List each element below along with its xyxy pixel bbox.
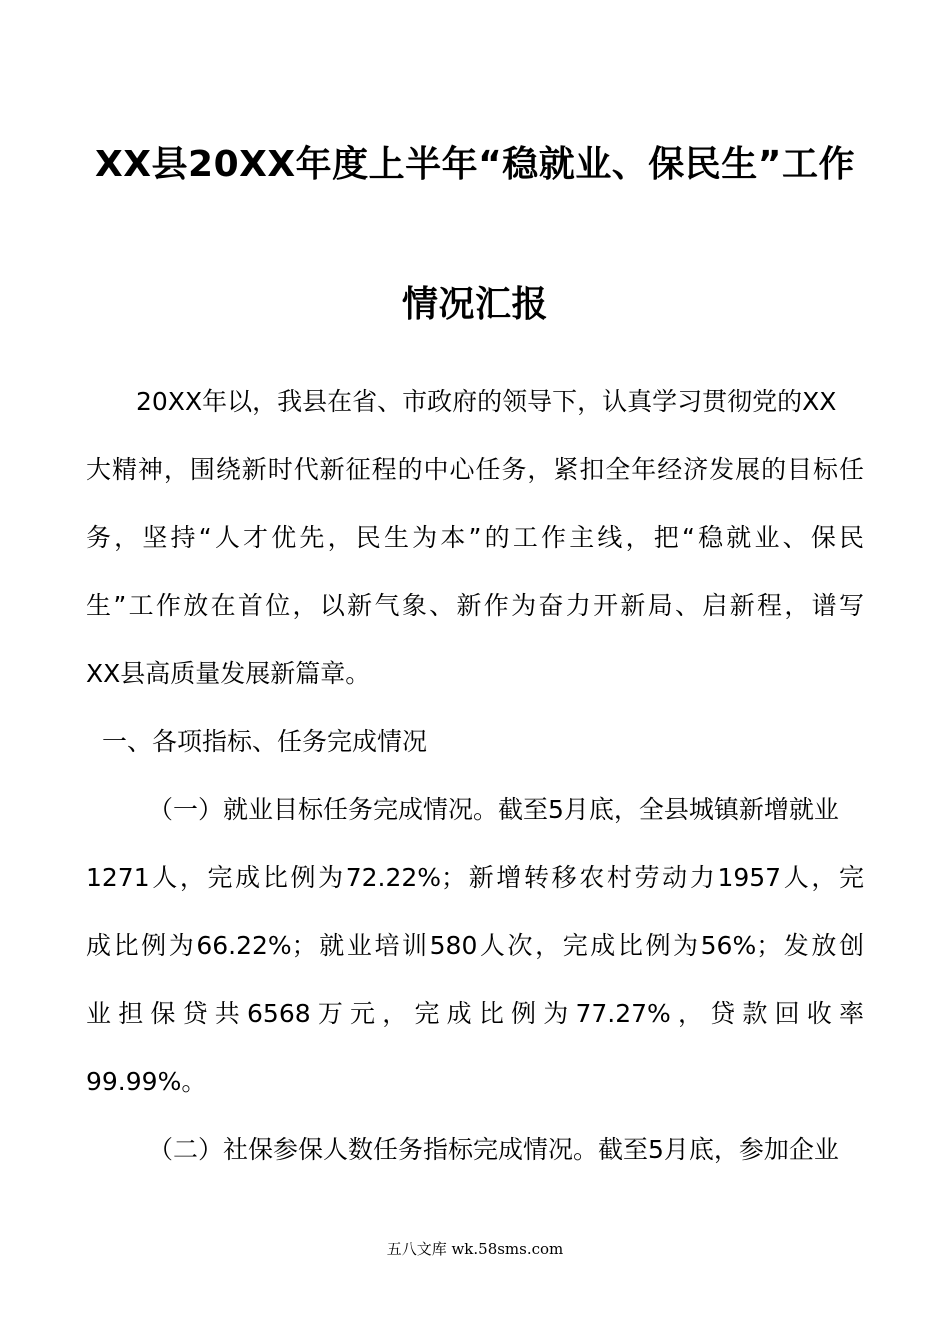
- paragraph-line: 20XX年以，我县在省、市政府的领导下，认真学习贯彻党的XX: [136, 387, 837, 416]
- paragraph-line: 1271人，完成比例为72.22%；新增转移农村劳动力1957人，完: [86, 863, 864, 892]
- paragraph-line: 大精神，围绕新时代新征程的中心任务，紧扣全年经济发展的目标任: [86, 455, 864, 484]
- paragraph-line: 务，坚持“人才优先，民生为本”的工作主线，把“稳就业、保民: [86, 523, 864, 552]
- paragraph-line: XX县高质量发展新篇章。: [86, 659, 371, 688]
- paragraph-line: （二）社保参保人数任务指标完成情况。截至5月底，参加企业: [148, 1135, 839, 1164]
- document-body: [86, 368, 864, 1184]
- paragraph-line: 99.99%。: [86, 1067, 207, 1096]
- document-title-line-1: XX县20XX年度上半年“稳就业、保民生”工作: [95, 144, 855, 185]
- page-footer: 五八文库 wk.58sms.com: [386, 1240, 564, 1258]
- paragraph-line: 成比例为66.22%；就业培训580人次，完成比例为56%；发放创: [86, 931, 864, 960]
- section-heading: 一、各项指标、任务完成情况: [102, 727, 428, 756]
- paragraph-line: 业担保贷共6568万元，完成比例为77.27%，贷款回收率: [86, 999, 864, 1028]
- paragraph-line: （一）就业目标任务完成情况。截至5月底，全县城镇新增就业: [148, 795, 839, 824]
- paragraph-line: 生”工作放在首位，以新气象、新作为奋力开新局、启新程，谱写: [86, 591, 864, 620]
- document-title-line-2: 情况汇报: [401, 284, 548, 325]
